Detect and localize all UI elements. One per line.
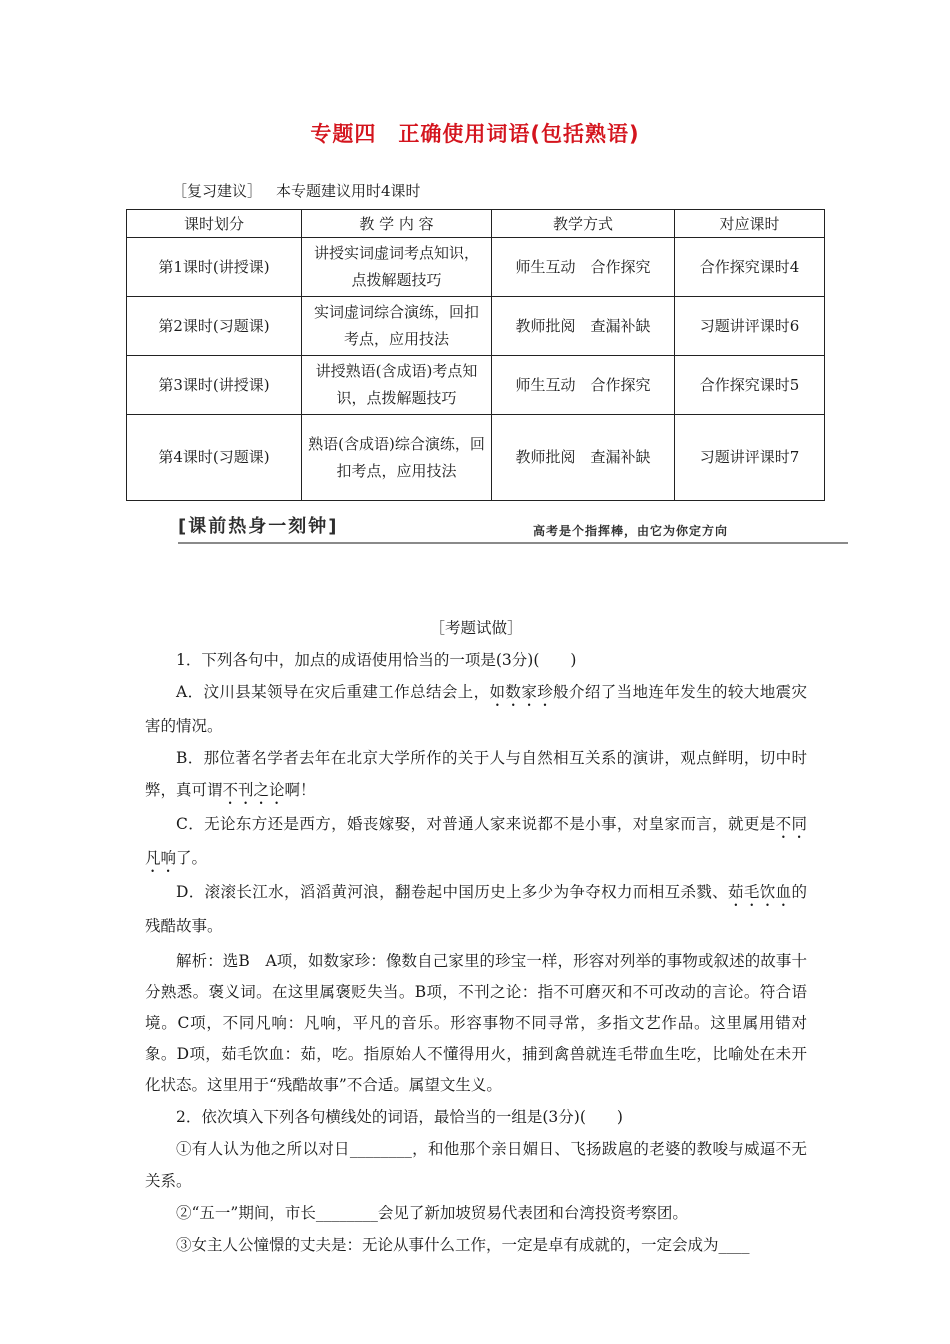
column-header: 教 学 内 容	[302, 210, 492, 238]
column-header: 对应课时	[675, 210, 825, 238]
table-row	[127, 356, 825, 415]
option-text: 了。	[176, 849, 208, 867]
option-text: D．滚滚长江水，滔滔黄河浪，翻卷起中国历史上多少为争夺权力而相互杀戮、	[176, 883, 729, 901]
question-1-option-b	[145, 742, 807, 808]
question-1-option-c	[145, 808, 807, 876]
table-row	[127, 415, 825, 501]
review-label: ［复习建议］	[172, 182, 263, 200]
table-cell: 熟语(含成语)综合演练，回扣考点，应用技法	[302, 415, 492, 501]
table-cell: 师生互动 合作探究	[492, 238, 675, 297]
table-cell: 习题讲评课时7	[675, 415, 825, 501]
table-cell: 第2课时(习题课)	[127, 297, 302, 356]
table-row	[127, 297, 825, 356]
dotted-idiom: 茹毛饮血	[728, 883, 792, 901]
banner-slogan: 高考是个指挥棒，由它为你定方向	[532, 524, 728, 538]
question-2-sentence-1: ①有人认为他之所以对日________，和他那个亲日媚日、飞扬跋扈的老婆的教唆与威逼不无关系。	[145, 1140, 807, 1190]
review-suggestion	[172, 180, 421, 201]
table-cell: 习题讲评课时6	[675, 297, 825, 356]
column-header: 课时划分	[127, 210, 302, 238]
table-cell: 合作探究课时4	[675, 238, 825, 297]
question-1-analysis: 解析：选B A项，如数家珍：像数自己家里的珍宝一样，形容对列举的事物或叙述的故事十分熟悉。褒义词。在这里属褒贬失当。B项，不刊之论：指不可磨灭和不可改动的言论。符合语境。C项，不同凡响：凡响，平凡的音乐。形容事物不同寻常，多指文艺作品。这里属用错对象。D项，茹毛饮血：茹，吃。指原始人不懂得用火，捕到禽兽就连毛带血生吃，比喻处在未开化状态。这里用于“残酷故事”不合适。属望文生义。	[145, 952, 807, 1094]
question-2-sentence-2: ②“五一”期间，市长________会见了新加坡贸易代表团和台湾投资考察团。	[176, 1204, 688, 1222]
option-text: A．汶川县某领导在灾后重建工作总结会上，	[176, 683, 490, 701]
table-cell: 第4课时(习题课)	[127, 415, 302, 501]
table-cell: 合作探究课时5	[675, 356, 825, 415]
review-text: 本专题建议用时4课时	[276, 182, 421, 200]
section-banner	[178, 512, 848, 544]
section-heading: ［考题试做］	[429, 619, 523, 637]
option-text: 啊！	[284, 781, 316, 799]
dotted-idiom: 不刊之论	[222, 781, 285, 799]
question-2-sentence-3: ③女主人公憧憬的丈夫是：无论从事什么工作，一定是卓有成就的，一定会成为____	[176, 1236, 750, 1254]
question-1-stem: 1．下列各句中，加点的成语使用恰当的一项是(3分)( )	[176, 651, 577, 669]
table-cell: 教师批阅 查漏补缺	[492, 415, 675, 501]
page-title	[0, 118, 950, 148]
dotted-idiom: 不同凡响	[145, 815, 807, 867]
topic-number: 专题四	[310, 122, 377, 146]
option-text: 的残酷故事。	[145, 883, 807, 935]
option-text: B．那位著名学者去年在北京大学所作的关于人与自然相互关系的演讲，观点鲜明，切中时弊，真可谓	[145, 749, 807, 799]
question-1-option-a	[145, 676, 807, 742]
table-cell: 实词虚词综合演练，回扣考点，应用技法	[302, 297, 492, 356]
banner-title: [课前热身一刻钟]	[178, 516, 339, 537]
table-cell: 讲授熟语(含成语)考点知识，点拨解题技巧	[302, 356, 492, 415]
column-header: 教学方式	[492, 210, 675, 238]
lesson-schedule-table	[126, 209, 825, 501]
question-1-option-d	[145, 876, 807, 942]
dotted-idiom: 如数家珍	[489, 683, 554, 701]
table-cell: 教师批阅 查漏补缺	[492, 297, 675, 356]
exam-content	[145, 612, 807, 1261]
option-text: C．无论东方还是西方，婚丧嫁娶，对普通人家来说都不是小事，对皇家而言，就更是	[176, 815, 776, 833]
option-text: 般介绍了当地连年发生的较大地震灾害的情况。	[145, 683, 807, 735]
table-cell: 第3课时(讲授课)	[127, 356, 302, 415]
table-cell: 师生互动 合作探究	[492, 356, 675, 415]
table-row	[127, 238, 825, 297]
topic-title: 正确使用词语(包括熟语)	[398, 122, 640, 146]
question-2-stem: 2．依次填入下列各句横线处的词语，最恰当的一组是(3分)( )	[176, 1108, 623, 1126]
table-header-row	[127, 210, 825, 238]
table-cell: 第1课时(讲授课)	[127, 238, 302, 297]
table-cell: 讲授实词虚词考点知识，点拨解题技巧	[302, 238, 492, 297]
